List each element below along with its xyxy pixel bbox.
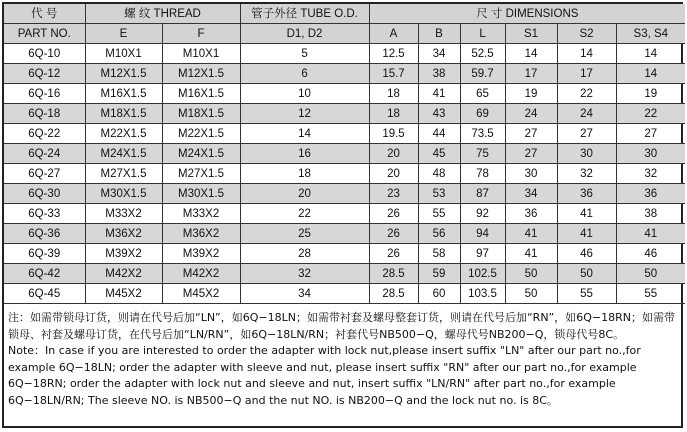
cell-thread-f: M12X1.5 (162, 64, 240, 84)
header-l: L (460, 24, 505, 44)
cell-dim-l: 97 (460, 244, 505, 264)
cell-dim-a: 28.5 (369, 284, 418, 304)
cell-thread-e: M42X2 (85, 264, 162, 284)
table-row (4, 44, 685, 64)
header-part-no-cn: 代 号 (4, 4, 85, 24)
header-row-top (4, 4, 685, 24)
cell-dim-s3s4: 55 (616, 284, 685, 304)
cell-dim-l: 59.7 (460, 64, 505, 84)
header-part-no: PART NO. (4, 24, 85, 44)
cell-dim-l: 103.5 (460, 284, 505, 304)
spec-sheet (2, 2, 683, 428)
cell-thread-f: M33X2 (162, 204, 240, 224)
cell-dim-s3s4: 19 (616, 84, 685, 104)
cell-dim-s1: 27 (505, 144, 557, 164)
header-e: E (85, 24, 162, 44)
cell-thread-f: M24X1.5 (162, 144, 240, 164)
cell-dim-a: 15.7 (369, 64, 418, 84)
header-tube-od: 管子外径 TUBE O.D. (240, 4, 369, 24)
cell-dim-b: 34 (418, 44, 460, 64)
cell-dim-a: 23 (369, 184, 418, 204)
cell-dim-a: 20 (369, 164, 418, 184)
cell-dim-a: 12.5 (369, 44, 418, 64)
cell-dim-l: 69 (460, 104, 505, 124)
cell-dim-l: 102.5 (460, 264, 505, 284)
cell-thread-e: M30X1.5 (85, 184, 162, 204)
cell-thread-f: M39X2 (162, 244, 240, 264)
cell-dim-s2: 55 (557, 284, 616, 304)
cell-part-no: 6Q-12 (4, 64, 85, 84)
cell-tube-od: 20 (240, 184, 369, 204)
cell-thread-e: M22X1.5 (85, 124, 162, 144)
cell-dim-b: 55 (418, 204, 460, 224)
header-f: F (162, 24, 240, 44)
table-row (4, 244, 685, 264)
cell-tube-od: 28 (240, 244, 369, 264)
table-row (4, 104, 685, 124)
cell-dim-s1: 17 (505, 64, 557, 84)
cell-tube-od: 6 (240, 64, 369, 84)
cell-tube-od: 25 (240, 224, 369, 244)
cell-dim-s1: 34 (505, 184, 557, 204)
cell-dim-a: 28.5 (369, 264, 418, 284)
cell-dim-b: 44 (418, 124, 460, 144)
cell-part-no: 6Q-42 (4, 264, 85, 284)
cell-tube-od: 34 (240, 284, 369, 304)
table-body (4, 44, 685, 304)
table-row (4, 204, 685, 224)
cell-thread-e: M27X1.5 (85, 164, 162, 184)
header-dimensions: 尺 寸 DIMENSIONS (369, 4, 685, 24)
cell-thread-f: M30X1.5 (162, 184, 240, 204)
cell-part-no: 6Q-24 (4, 144, 85, 164)
cell-dim-s1: 36 (505, 204, 557, 224)
cell-dim-l: 75 (460, 144, 505, 164)
cell-part-no: 6Q-33 (4, 204, 85, 224)
cell-dim-b: 41 (418, 84, 460, 104)
cell-dim-b: 43 (418, 104, 460, 124)
cell-dim-b: 58 (418, 244, 460, 264)
cell-tube-od: 18 (240, 164, 369, 184)
cell-dim-s3s4: 22 (616, 104, 685, 124)
cell-dim-s1: 27 (505, 124, 557, 144)
table-row (4, 284, 685, 304)
header-row-sub (4, 24, 685, 44)
cell-part-no: 6Q-16 (4, 84, 85, 104)
cell-tube-od: 16 (240, 144, 369, 164)
cell-thread-e: M24X1.5 (85, 144, 162, 164)
cell-part-no: 6Q-39 (4, 244, 85, 264)
note-english: Note：In case if you are interested to order the adapter with lock nut,please insert suffix "LN" after our part no.,for example 6Q−18LN; order the adapter with sleeve and nut, please insert suffix "RN" after our part no.,for example 6Q−18RN; order the adapter with lock nut and sleeve and nut, insert suffix "LN/RN" after part no.,for example 6Q−18LN/RN; The sleeve NO. is NB500−Q and the nut NO. is NB200−Q and the lock nut no. is 8C。 (8, 344, 641, 407)
cell-dim-s2: 30 (557, 144, 616, 164)
cell-dim-s2: 17 (557, 64, 616, 84)
header-thread: 螺 纹 THREAD (85, 4, 240, 24)
note-chinese: 注：如需带锁母订货，则请在代号后加“LN”，如6Q−18LN；如需带衬套及螺母整套订货，则请在代号后加“RN”，如6Q−18RN；如需带锁母、衬套及螺母订货，在代号后加“LN/RN”，如6Q−18LN/RN；衬套代号NB500−Q，螺母代号NB200−Q，锁母代号8C。 (8, 311, 675, 341)
cell-dim-s2: 32 (557, 164, 616, 184)
header-s2: S2 (557, 24, 616, 44)
cell-dim-a: 19.5 (369, 124, 418, 144)
cell-dim-s1: 14 (505, 44, 557, 64)
table-row (4, 64, 685, 84)
cell-dim-s2: 27 (557, 124, 616, 144)
header-d1d2: D1, D2 (240, 24, 369, 44)
cell-dim-s3s4: 50 (616, 264, 685, 284)
cell-thread-e: M18X1.5 (85, 104, 162, 124)
cell-thread-f: M16X1.5 (162, 84, 240, 104)
dimensions-table (4, 4, 685, 304)
cell-dim-s2: 14 (557, 44, 616, 64)
cell-part-no: 6Q-10 (4, 44, 85, 64)
cell-dim-s1: 50 (505, 264, 557, 284)
cell-thread-f: M27X1.5 (162, 164, 240, 184)
table-row (4, 164, 685, 184)
cell-dim-a: 26 (369, 244, 418, 264)
table-row (4, 264, 685, 284)
cell-thread-e: M10X1 (85, 44, 162, 64)
table-row (4, 124, 685, 144)
cell-tube-od: 10 (240, 84, 369, 104)
cell-thread-f: M18X1.5 (162, 104, 240, 124)
cell-dim-s2: 41 (557, 204, 616, 224)
cell-tube-od: 5 (240, 44, 369, 64)
cell-dim-a: 18 (369, 84, 418, 104)
cell-dim-s1: 30 (505, 164, 557, 184)
cell-thread-e: M12X1.5 (85, 64, 162, 84)
cell-part-no: 6Q-36 (4, 224, 85, 244)
cell-dim-s3s4: 27 (616, 124, 685, 144)
cell-dim-l: 65 (460, 84, 505, 104)
cell-dim-s2: 41 (557, 224, 616, 244)
cell-dim-b: 59 (418, 264, 460, 284)
cell-dim-s2: 50 (557, 264, 616, 284)
cell-dim-s2: 24 (557, 104, 616, 124)
cell-dim-s2: 22 (557, 84, 616, 104)
cell-part-no: 6Q-27 (4, 164, 85, 184)
cell-dim-b: 48 (418, 164, 460, 184)
cell-dim-s1: 50 (505, 284, 557, 304)
header-s3s4: S3, S4 (616, 24, 685, 44)
cell-thread-f: M45X2 (162, 284, 240, 304)
cell-dim-l: 78 (460, 164, 505, 184)
cell-dim-b: 60 (418, 284, 460, 304)
cell-tube-od: 14 (240, 124, 369, 144)
table-row (4, 184, 685, 204)
order-note (4, 304, 681, 409)
cell-dim-s3s4: 30 (616, 144, 685, 164)
cell-dim-a: 18 (369, 104, 418, 124)
cell-dim-s3s4: 36 (616, 184, 685, 204)
cell-dim-s3s4: 14 (616, 64, 685, 84)
cell-dim-s1: 41 (505, 244, 557, 264)
cell-dim-b: 45 (418, 144, 460, 164)
cell-dim-s3s4: 32 (616, 164, 685, 184)
cell-thread-e: M16X1.5 (85, 84, 162, 104)
cell-thread-f: M36X2 (162, 224, 240, 244)
cell-part-no: 6Q-22 (4, 124, 85, 144)
cell-thread-e: M36X2 (85, 224, 162, 244)
cell-thread-f: M10X1 (162, 44, 240, 64)
cell-dim-b: 56 (418, 224, 460, 244)
table-row (4, 84, 685, 104)
table-row (4, 224, 685, 244)
cell-part-no: 6Q-45 (4, 284, 85, 304)
cell-dim-s1: 19 (505, 84, 557, 104)
cell-dim-a: 26 (369, 224, 418, 244)
cell-dim-s1: 41 (505, 224, 557, 244)
cell-dim-l: 87 (460, 184, 505, 204)
cell-thread-e: M33X2 (85, 204, 162, 224)
header-s1: S1 (505, 24, 557, 44)
cell-thread-e: M39X2 (85, 244, 162, 264)
table-row (4, 144, 685, 164)
header-b: B (418, 24, 460, 44)
cell-dim-s1: 24 (505, 104, 557, 124)
cell-dim-s3s4: 41 (616, 224, 685, 244)
cell-dim-l: 52.5 (460, 44, 505, 64)
cell-tube-od: 12 (240, 104, 369, 124)
cell-part-no: 6Q-18 (4, 104, 85, 124)
cell-dim-a: 20 (369, 144, 418, 164)
cell-dim-s2: 46 (557, 244, 616, 264)
cell-thread-f: M42X2 (162, 264, 240, 284)
cell-thread-e: M45X2 (85, 284, 162, 304)
cell-dim-s3s4: 14 (616, 44, 685, 64)
cell-part-no: 6Q-30 (4, 184, 85, 204)
header-a: A (369, 24, 418, 44)
cell-dim-b: 53 (418, 184, 460, 204)
cell-dim-l: 73.5 (460, 124, 505, 144)
cell-dim-s3s4: 46 (616, 244, 685, 264)
cell-tube-od: 32 (240, 264, 369, 284)
cell-thread-f: M22X1.5 (162, 124, 240, 144)
cell-tube-od: 22 (240, 204, 369, 224)
cell-dim-s3s4: 38 (616, 204, 685, 224)
cell-dim-l: 94 (460, 224, 505, 244)
cell-dim-a: 26 (369, 204, 418, 224)
cell-dim-s2: 36 (557, 184, 616, 204)
cell-dim-l: 92 (460, 204, 505, 224)
cell-dim-b: 38 (418, 64, 460, 84)
